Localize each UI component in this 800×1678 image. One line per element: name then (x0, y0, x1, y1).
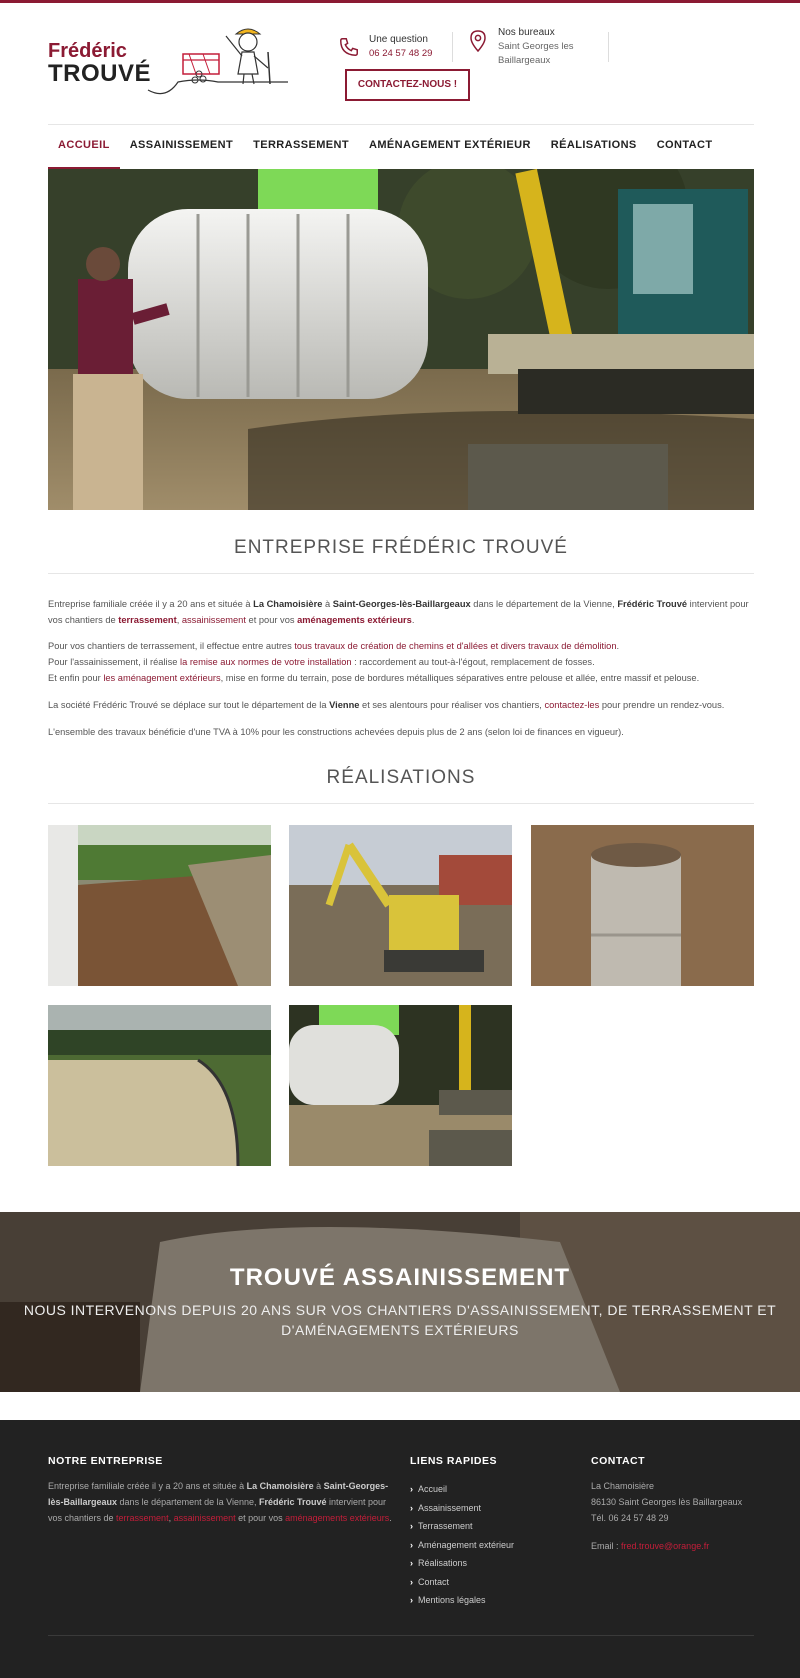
question-label: Une question (369, 34, 428, 45)
nav-item-realisations[interactable]: RÉALISATIONS (550, 139, 637, 151)
gallery-photo-trench[interactable] (48, 825, 271, 986)
footer-link-contact[interactable]: › Contact (410, 1573, 514, 1592)
text-segment: Entreprise familiale créée il y a 20 ans et située à (48, 599, 254, 609)
location-pin-icon (470, 30, 486, 52)
nav-item-amenagement-exterieur[interactable]: AMÉNAGEMENT EXTÉRIEUR (368, 139, 531, 151)
intro-paragraph-3 (48, 697, 754, 713)
text-segment: intervient pour vos chantiers de (48, 1497, 387, 1523)
logo-name-last: TROUVÉ (48, 60, 152, 87)
text-segment: et pour vos (235, 1513, 286, 1523)
office-address (498, 26, 574, 68)
office-line-2: Baillargeaux (498, 55, 551, 66)
text-segment: Pour l'assainissement, il réalise (48, 657, 180, 667)
office-line-1: Saint Georges les (498, 41, 574, 52)
footer-company-text (48, 1478, 393, 1526)
nav-item-terrassement[interactable]: TERRASSEMENT (253, 139, 349, 151)
gallery-photo-excavator[interactable] (289, 825, 512, 986)
hero-banner (0, 1212, 800, 1392)
footer-company-title: NOTRE ENTREPRISE (48, 1455, 163, 1467)
footer-divider (48, 1635, 754, 1636)
link-travaux-chemins[interactable]: tous travaux de création de chemins et d'allées et divers travaux de démolition (294, 641, 617, 651)
footer-contact-address (591, 1478, 761, 1526)
text-segment: à (313, 1481, 324, 1491)
contact-us-button[interactable]: CONTACTEZ-NOUS ! (345, 69, 470, 101)
text-bold: Saint-Georges-lès-Baillargeaux (48, 1481, 389, 1507)
footer-email-link[interactable]: fred.trouve@orange.fr (621, 1541, 710, 1551)
intro-paragraph-2 (48, 638, 754, 686)
phone-contact[interactable] (369, 33, 432, 61)
link-contactez-les[interactable]: contactez-les (544, 700, 600, 710)
link-assainissement[interactable]: assainissement (181, 615, 246, 625)
site-logo[interactable] (48, 22, 290, 100)
text-bold: Vienne (329, 700, 360, 710)
footer-link-assainissement-page[interactable]: › Assainissement (410, 1499, 514, 1518)
footer-links-title: LIENS RAPIDES (410, 1455, 498, 1467)
footer-email (591, 1538, 761, 1554)
text-segment: Entreprise familiale créée il y a 20 ans et située à (48, 1481, 247, 1491)
gallery-photo-septic-tank[interactable] (289, 1005, 512, 1166)
text-segment: et pour vos (245, 615, 298, 625)
footer-link-accueil[interactable]: › Accueil (410, 1480, 514, 1499)
text-bold: Saint-Georges-lès-Baillargeaux (332, 599, 471, 609)
nav-item-accueil[interactable]: ACCUEIL (48, 125, 120, 169)
text-segment: , (176, 615, 182, 625)
header-divider (608, 32, 609, 62)
text-bold: Frédéric Trouvé (258, 1497, 327, 1507)
header-divider (452, 32, 453, 62)
footer-link-mentions-legales[interactable]: › Mentions légales (410, 1591, 514, 1610)
footer-link-realisations[interactable]: › Réalisations (410, 1554, 514, 1573)
nav-item-contact[interactable]: CONTACT (656, 139, 713, 151)
site-footer (0, 1420, 800, 1678)
intro-title: ENTREPRISE FRÉDÉRIC TROUVÉ (234, 537, 568, 558)
footer-contact-title: CONTACT (591, 1455, 646, 1467)
link-amenagement-exterieurs[interactable]: les aménagement extérieurs (103, 673, 221, 683)
phone-icon (338, 36, 360, 58)
footer-email-label: Email : (591, 1541, 622, 1551)
text-segment: pour prendre un rendez-vous. (599, 700, 725, 710)
banner-title: TROUVÉ ASSAINISSEMENT (229, 1264, 571, 1291)
banner-subtitle: NOUS INTERVENONS DEPUIS 20 ANS SUR VOS CHANTIERS D'ASSAINISSEMENT, DE TERRASSEMENT ET D'AMÉNAGEMENTS EXTÉRIEURS (23, 1302, 777, 1338)
gallery-photo-gravel-path[interactable] (48, 1005, 271, 1166)
footer-link-assainissement[interactable]: assainissement (173, 1513, 236, 1523)
text-segment: dans le département de la Vienne, (117, 1497, 259, 1507)
link-amenagements-exterieurs[interactable]: aménagements extérieurs (297, 615, 412, 625)
text-segment: Pour vos chantiers de terrassement, il effectue entre autres (48, 641, 295, 651)
text-segment: intervient pour vos chantiers de (48, 599, 749, 625)
text-segment: . (411, 615, 415, 625)
nav-item-assainissement[interactable]: ASSAINISSEMENT (129, 139, 234, 151)
hero-image (48, 169, 754, 510)
office-label: Nos bureaux (498, 27, 555, 38)
phone-number[interactable]: 06 24 57 48 29 (369, 48, 433, 59)
text-segment: , (168, 1513, 174, 1523)
footer-quick-links (410, 1480, 514, 1610)
text-segment: et ses alentours pour réaliser vos chantiers, (359, 700, 545, 710)
footer-link-amenagements[interactable]: aménagements extérieurs (285, 1513, 390, 1523)
text-segment: à (322, 599, 333, 609)
link-remise-aux-normes[interactable]: la remise aux normes de votre installation (180, 657, 352, 667)
realisations-title: RÉALISATIONS (326, 767, 476, 788)
text-segment: dans le département de la Vienne, (470, 599, 618, 609)
text-segment: . (616, 641, 620, 651)
text-bold: La Chamoisière (253, 599, 323, 609)
text-segment: . (389, 1513, 392, 1523)
text-segment: La société Frédéric Trouvé se déplace sur tout le département de la (48, 700, 330, 710)
footer-address-line-2: 86130 Saint Georges lès Baillargeaux (591, 1497, 743, 1507)
footer-address-line-1: La Chamoisière (591, 1481, 655, 1491)
section-divider (48, 573, 754, 574)
logo-name-first: Frédéric (48, 40, 127, 62)
intro-paragraph-4: L'ensemble des travaux bénéficie d'une TVA à 10% pour les constructions achevées depuis plus de 2 ans (selon loi de finances en vigueur). (48, 727, 624, 737)
text-segment: Et enfin pour (48, 673, 104, 683)
text-bold: La Chamoisière (246, 1481, 314, 1491)
footer-link-amenagement-exterieur[interactable]: › Aménagement extérieur (410, 1536, 514, 1555)
footer-link-terrassement[interactable]: terrassement (116, 1513, 169, 1523)
footer-phone: Tél. 06 24 57 48 29 (591, 1513, 669, 1523)
text-segment: , mise en forme du terrain, pose de bordures métalliques séparatives entre pelouse et allée, entre massif et pelouse. (220, 673, 700, 683)
text-bold: Frédéric Trouvé (617, 599, 688, 609)
link-terrassement[interactable]: terrassement (118, 615, 177, 625)
main-nav (48, 125, 722, 169)
top-accent-bar (0, 0, 800, 3)
intro-paragraph-1 (48, 596, 754, 628)
text-segment: : raccordement au tout-à-l'égout, remplacement de fosses. (351, 657, 595, 667)
gallery-photo-concrete-rings[interactable] (531, 825, 754, 986)
section-divider (48, 803, 754, 804)
footer-link-terrassement-page[interactable]: › Terrassement (410, 1517, 514, 1536)
